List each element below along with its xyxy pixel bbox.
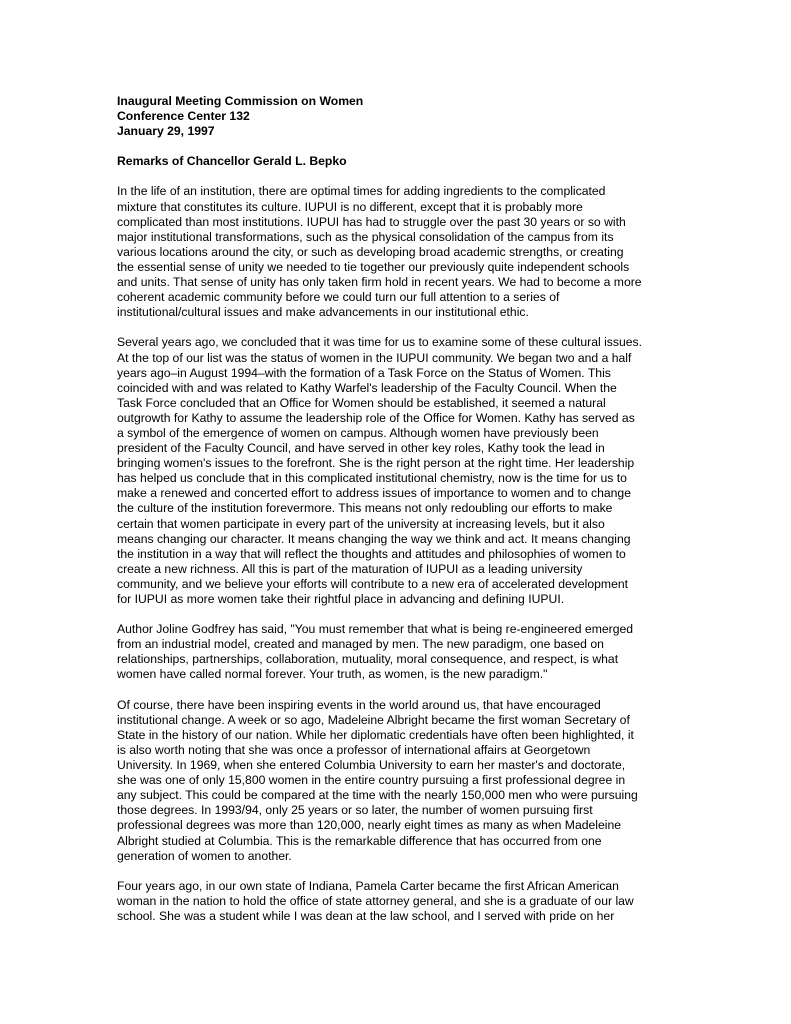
text-line: institutional/cultural issues and make advancements in our institutional ethic.	[117, 305, 529, 320]
text-line: women have called normal forever. Your truth, as women, is the new paradigm."	[117, 667, 548, 682]
text-line: Several years ago, we concluded that it was time for us to examine some of these cultural issues.	[117, 335, 642, 350]
text-line: she was one of only 15,800 women in the entire country pursuing a first professional degree in	[117, 773, 626, 788]
body-paragraph	[117, 879, 683, 924]
text-line: the culture of the institution forevermore. This means not only redoubling our efforts to make	[117, 501, 613, 516]
text-line: school. She was a student while I was dean at the law school, and I served with pride on her	[117, 908, 615, 923]
text-line: generation of women to another.	[117, 848, 292, 863]
text-line: those degrees. In 1993/94, only 25 years or so later, the number of women pursuing first	[117, 803, 593, 818]
text-line: the institution in a way that will reflect the thoughts and attitudes and philosophies of women to	[117, 546, 626, 561]
remarks-title: Remarks of Chancellor Gerald L. Bepko	[117, 154, 347, 169]
text-line: In the life of an institution, there are optimal times for adding ingredients to the complicated	[117, 184, 606, 199]
text-line: is also worth noting that she was once a professor of international affairs at Georgetown	[117, 742, 591, 757]
text-line: for IUPUI as more women take their rightful place in advancing and defining IUPUI.	[117, 592, 565, 606]
text-line: Author Joline Godfrey has said, "You must remember that what is being re-engineered emerged	[117, 622, 634, 637]
text-line: complicated than most institutions. IUPUI has had to struggle over the past 30 years or so with	[117, 214, 626, 229]
meeting-location: Conference Center 132	[117, 109, 250, 124]
text-line: professional degrees was more than 120,000, nearly eight times as many as when Madeleine	[117, 818, 622, 833]
text-line: University. In 1969, when she entered Columbia University to earn her master's and doctorate,	[117, 758, 626, 773]
text-line: bringing women's issues to the forefront. She is the right person at the right time. Her leadership	[117, 456, 635, 471]
text-line: Of course, there have been inspiring events in the world around us, that have encouraged	[117, 697, 601, 712]
document-page	[117, 94, 683, 924]
text-line: various locations around the city, or such as developing broad academic strengths, or creating	[117, 244, 624, 259]
text-line: community, and we believe your efforts will contribute to a new era of accelerated development	[117, 576, 629, 591]
meeting-title: Inaugural Meeting Commission on Women	[117, 94, 364, 108]
text-line: certain that women participate in every part of the university at increasing levels, but it also	[117, 516, 605, 531]
text-line: Four years ago, in our own state of Indiana, Pamela Carter became the first African American	[117, 878, 619, 893]
text-line: Task Force concluded that an Office for Women should be established, it seemed a natural	[117, 395, 606, 410]
text-line: make a renewed and concerted effort to address issues of importance to women and to change	[117, 486, 631, 501]
text-line: Albright studied at Columbia. This is the remarkable difference that has occurred from one	[117, 833, 602, 848]
text-line: outgrowth for Kathy to assume the leadership role of the Office for Women. Kathy has served as	[117, 410, 635, 425]
text-line: mixture that constitutes its culture. IUPUI is no different, except that it is probably more	[117, 199, 583, 214]
document-body	[117, 184, 683, 924]
body-paragraph	[117, 698, 683, 864]
text-line: institutional change. A week or so ago, Madeleine Albright became the first woman Secretary of	[117, 712, 630, 727]
text-line: State in the history of our nation. While her diplomatic credentials have often been highlighted, it	[117, 727, 634, 742]
body-paragraph	[117, 335, 683, 607]
text-line: At the top of our list was the status of women in the IUPUI community. We began two and a half	[117, 350, 632, 365]
text-line: means changing our character. It means changing the way we think and act. It means changing	[117, 531, 631, 546]
text-line: create a new richness. All this is part of the maturation of IUPUI as a leading university	[117, 561, 583, 576]
text-line: coherent academic community before we could turn our full attention to a series of	[117, 290, 560, 305]
text-line: coincided with and was related to Kathy Warfel's leadership of the Faculty Council. When the	[117, 380, 617, 395]
text-line: and units. That sense of unity has only taken firm hold in recent years. We had to become a more	[117, 275, 642, 290]
text-line: from an industrial model, created and managed by men. The new paradigm, one based on	[117, 637, 604, 652]
body-paragraph	[117, 184, 683, 320]
body-paragraph	[117, 622, 683, 682]
text-line: has helped us conclude that in this complicated institutional chemistry, now is the time for us to	[117, 471, 627, 486]
document-header	[117, 94, 683, 139]
text-line: years ago–in August 1994–with the formation of a Task Force on the Status of Women. This	[117, 365, 611, 380]
text-line: relationships, partnerships, collaboration, mutuality, moral consequence, and respect, is what	[117, 652, 619, 667]
meeting-date: January 29, 1997	[117, 124, 215, 139]
text-line: the essential sense of unity we needed to tie together our previously quite independent schools	[117, 259, 630, 274]
text-line: president of the Faculty Council, and have served in other key roles, Kathy took the lead in	[117, 441, 605, 456]
text-line: a symbol of the emergence of women on campus. Although women have previously been	[117, 425, 599, 440]
text-line: major institutional transformations, such as the physical consolidation of the campus from its	[117, 229, 614, 244]
text-line: any subject. This could be compared at the time with the nearly 150,000 men who were pursuing	[117, 788, 638, 803]
text-line: woman in the nation to hold the office of state attorney general, and she is a graduate of our law	[117, 893, 634, 908]
